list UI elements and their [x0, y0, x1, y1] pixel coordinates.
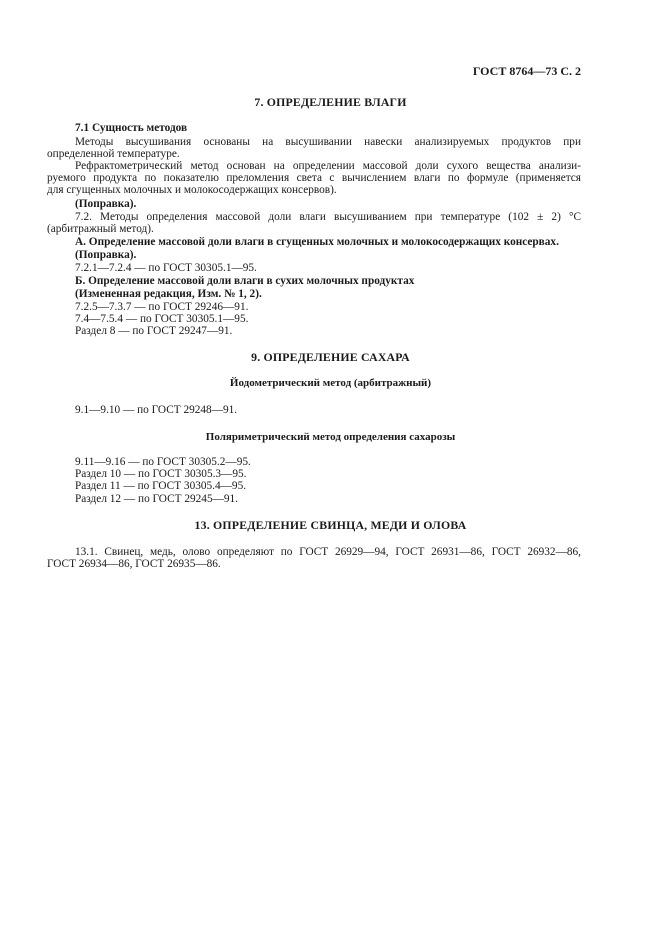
paragraph-line: Рефрактометрический метод основан на определении массовой доли сухого вещества анализи-: [75, 160, 581, 172]
paragraph-line: (арбитражный метод).: [47, 223, 154, 235]
standard-reference: Раздел 8 — по ГОСТ 29247—91.: [75, 325, 233, 337]
standard-reference: 7.4—7.5.4 — по ГОСТ 30305.1—95.: [75, 313, 249, 325]
paragraph-line: 13.1. Свинец, медь, олово определяют по ГОСТ 26929—94, ГОСТ 26931—86, ГОСТ 26932—86,: [75, 546, 581, 558]
standard-reference: 9.1—9.10 — по ГОСТ 29248—91.: [75, 404, 238, 416]
paragraph-line: ГОСТ 26934—86, ГОСТ 26935—86.: [47, 558, 221, 570]
section-7-title: 7. ОПРЕДЕЛЕНИЕ ВЛАГИ: [254, 95, 407, 109]
page-header: ГОСТ 8764—73 С. 2: [472, 64, 581, 78]
standard-reference: Раздел 10 — по ГОСТ 30305.3—95.: [75, 468, 247, 480]
method-title: Поляриметрический метод определения сахарозы: [205, 431, 456, 443]
paragraph-line: для сгущенных молочных и молокосодержащих консервов).: [47, 184, 337, 196]
subsection-a-title: А. Определение массовой доли влаги в сгущенных молочных и молокосодержащих консервах.: [75, 236, 559, 248]
section-9-title: 9. ОПРЕДЕЛЕНИЕ САХАРА: [251, 350, 410, 364]
section-13-title: 13. ОПРЕДЕЛЕНИЕ СВИНЦА, МЕДИ И ОЛОВА: [194, 518, 467, 532]
standard-reference: Раздел 11 — по ГОСТ 30305.4—95.: [75, 480, 247, 492]
amendment-note: (Поправка).: [75, 198, 137, 210]
paragraph-line: определенной температуре.: [47, 148, 180, 160]
subsection-7-1-title: 7.1 Сущность методов: [75, 122, 188, 134]
subsection-b-title: Б. Определение массовой доли влаги в сухих молочных продуктах: [75, 275, 415, 287]
paragraph-line: 7.2. Методы определения массовой доли влаги высушиванием при температуре (102 ± 2) °С: [75, 211, 581, 223]
standard-reference: 7.2.5—7.3.7 — по ГОСТ 29246—91.: [75, 301, 249, 313]
standard-reference: Раздел 12 — по ГОСТ 29245—91.: [75, 493, 239, 505]
amendment-note: (Поправка).: [75, 249, 137, 261]
standard-reference: 7.2.1—7.2.4 — по ГОСТ 30305.1—95.: [75, 262, 257, 274]
paragraph-line: Методы высушивания основаны на высушивании навески анализируемых продуктов при: [75, 136, 581, 148]
paragraph-line: руемого продукта по показателю преломления света с вычислением влаги по формуле (применяется: [47, 172, 581, 184]
method-title: Йодометрический метод (арбитражный): [229, 377, 432, 389]
standard-reference: 9.11—9.16 — по ГОСТ 30305.2—95.: [75, 456, 251, 468]
amendment-note: (Измененная редакция, Изм. № 1, 2).: [75, 288, 262, 300]
